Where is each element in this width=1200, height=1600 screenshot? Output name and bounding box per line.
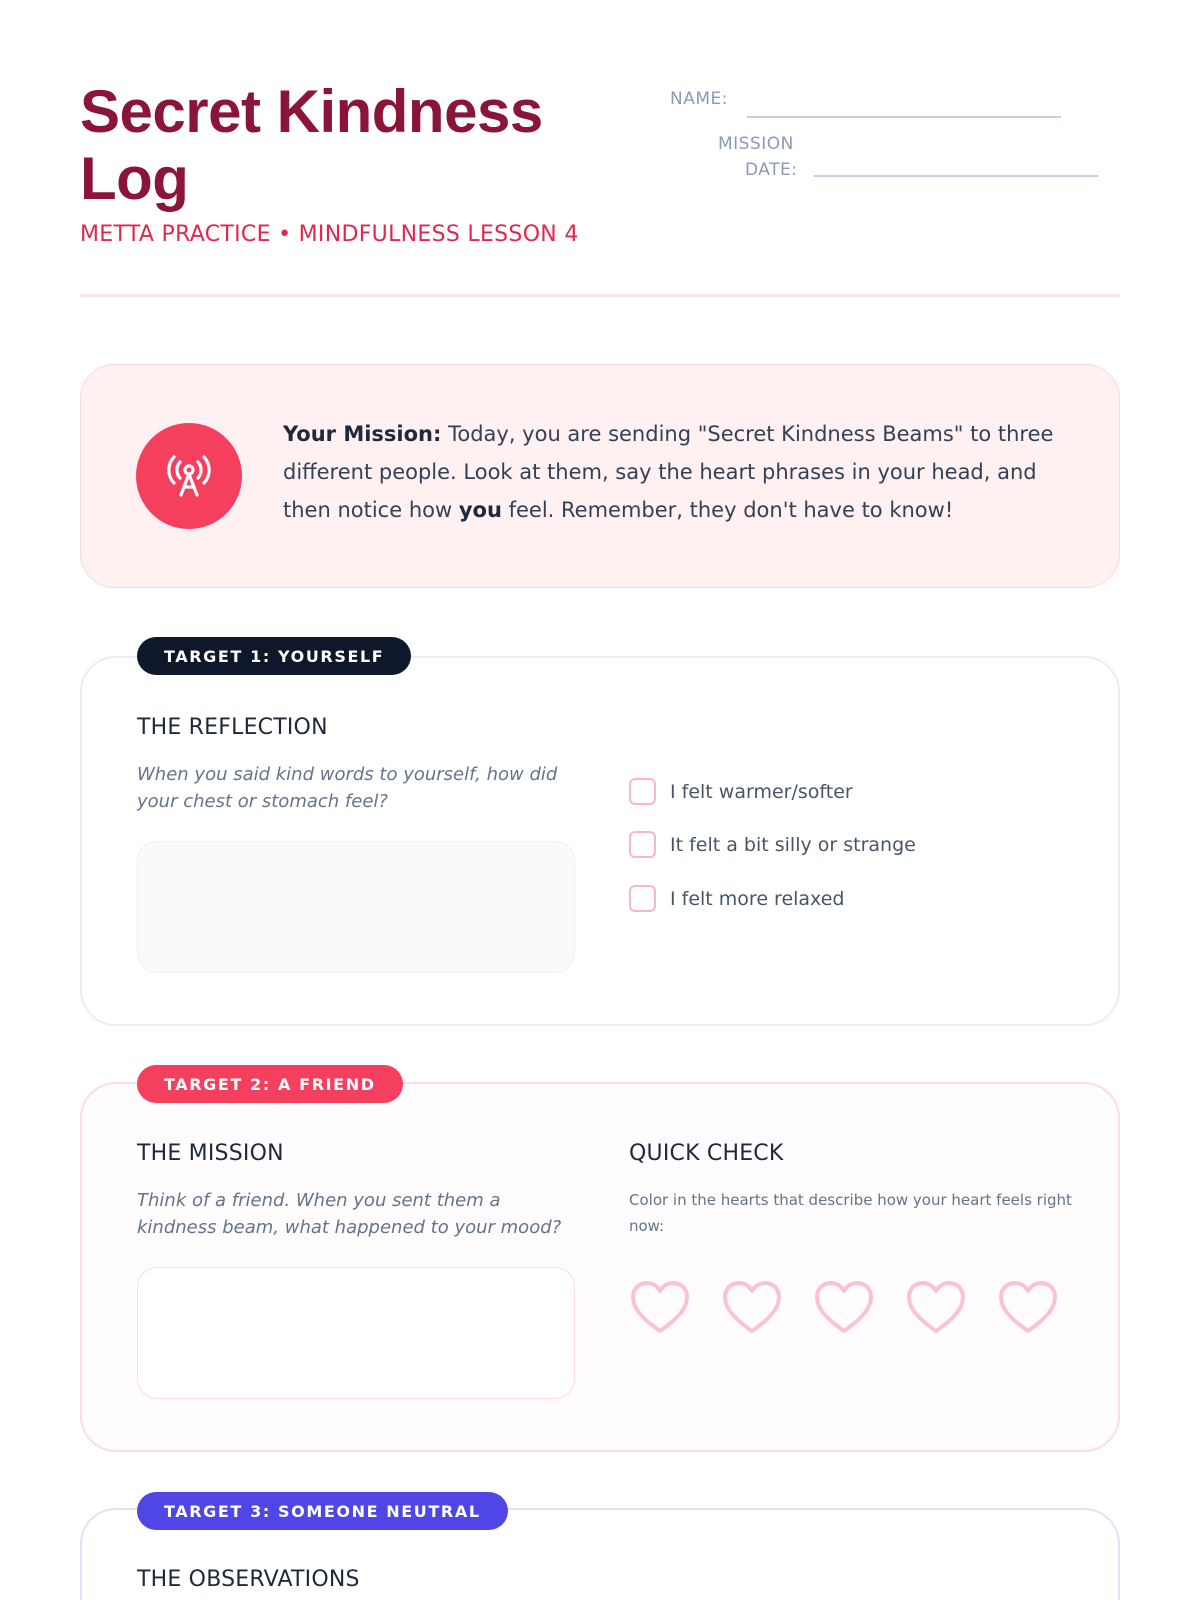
checkbox-label: I felt warmer/softer	[670, 780, 853, 803]
friend-prompt: Think of a friend. When you sent them a kindness beam, what happened to your mood?	[137, 1190, 562, 1238]
checkbox[interactable]	[629, 885, 656, 912]
heart-icon[interactable]	[813, 1279, 875, 1335]
page-subtitle: METTA PRACTICE • MINDFULNESS LESSON 4	[80, 222, 579, 247]
target-2-badge: TARGET 2: A FRIEND	[137, 1065, 403, 1103]
reflection-answer-box[interactable]	[137, 841, 575, 973]
mission-date-label-line1: MISSION	[718, 134, 794, 154]
checkbox[interactable]	[629, 778, 656, 805]
broadcast-tower-icon	[136, 423, 242, 529]
mission-date-label-line2: DATE:	[745, 160, 798, 180]
reflection-prompt: When you said kind words to yourself, how did your chest or stomach feel?	[137, 764, 558, 812]
mission-emphasis: you	[458, 498, 502, 522]
header-divider	[80, 294, 1120, 297]
target-1-badge: TARGET 1: YOURSELF	[137, 637, 411, 675]
mission-callout	[80, 364, 1120, 588]
mission-text-part2: feel. Remember, they don't have to know!	[501, 498, 954, 522]
checkbox-label: It felt a bit silly or strange	[670, 833, 916, 856]
target-card-yourself	[80, 656, 1120, 1026]
page-title: Secret Kindness Log	[80, 78, 543, 212]
mission-text-part1: Today, you are sending "Secret Kindness Beams" to three different people. Look at them, say the heart phrases in your head, and then notice how	[283, 422, 1054, 522]
target-card-friend	[80, 1082, 1120, 1452]
checkbox-silly[interactable]	[629, 831, 916, 858]
heart-icon[interactable]	[997, 1279, 1059, 1335]
name-field[interactable]	[747, 116, 1061, 118]
heart-icon[interactable]	[905, 1279, 967, 1335]
heart-icon[interactable]	[629, 1279, 691, 1335]
name-label: NAME:	[670, 89, 728, 109]
section-title-quick-check: QUICK CHECK	[629, 1141, 784, 1166]
target-3-badge: TARGET 3: SOMEONE NEUTRAL	[137, 1492, 508, 1530]
quick-check-instructions: Color in the hearts that describe how your heart feels right now:	[629, 1191, 1072, 1235]
mission-lead: Your Mission:	[283, 422, 442, 446]
section-title-observations: THE OBSERVATIONS	[137, 1567, 360, 1592]
mission-description	[283, 415, 1073, 529]
checkbox[interactable]	[629, 831, 656, 858]
checkbox-warmer[interactable]	[629, 778, 853, 805]
checkbox-label: I felt more relaxed	[670, 887, 845, 910]
friend-answer-box[interactable]	[137, 1267, 575, 1399]
section-title-mission: THE MISSION	[137, 1141, 284, 1166]
mission-date-field[interactable]	[814, 175, 1098, 177]
checkbox-relaxed[interactable]	[629, 885, 844, 912]
heart-icon[interactable]	[721, 1279, 783, 1335]
section-title-reflection: THE REFLECTION	[137, 715, 328, 740]
